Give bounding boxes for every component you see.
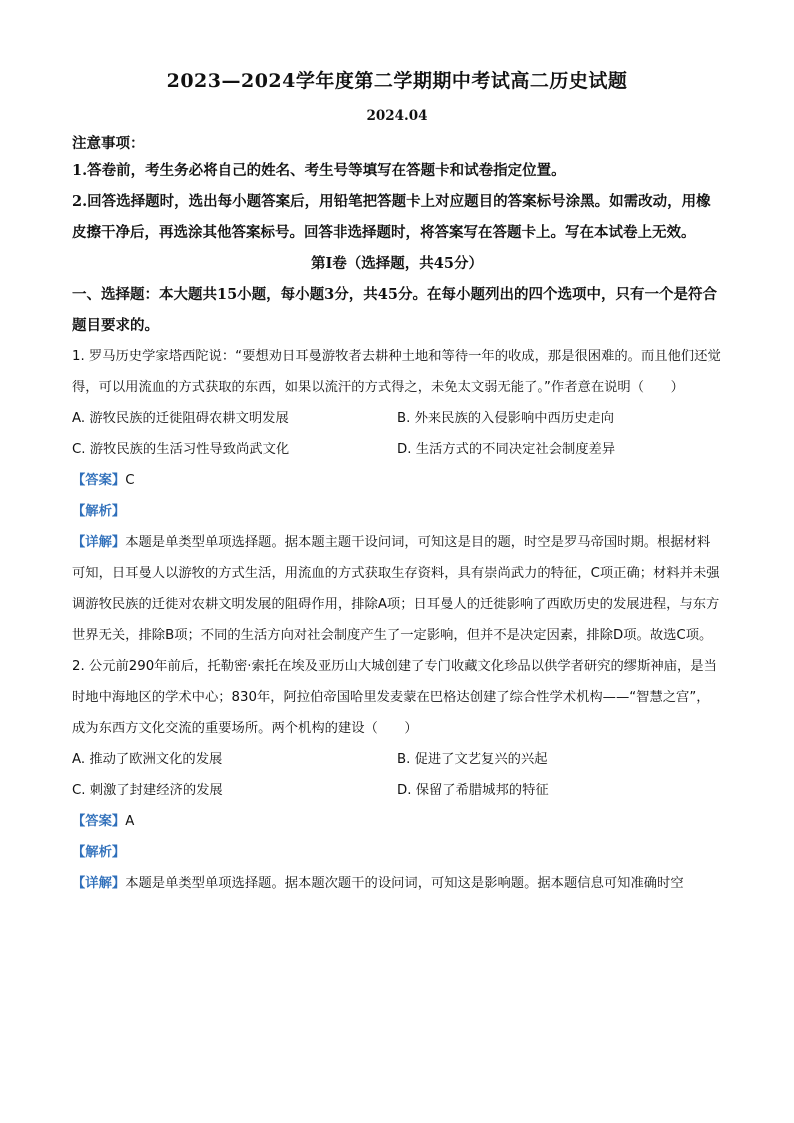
answer-line [72, 806, 722, 837]
option-d: D. 保留了希腊城邦的特征 [397, 783, 549, 798]
analysis-label: 【解析】 [72, 504, 126, 519]
option-grid [72, 403, 722, 465]
option-a: A. 游牧民族的迁徙阻碍农耕文明发展 [72, 411, 289, 426]
notice-item-2: 2.回答选择题时，选出每小题答案后，用铅笔把答题卡上对应题目的答案标号涂黑。如需改动，用橡皮擦干净后，再选涂其他答案标号。回答非选择题时，将答案写在答题卡上。写在本试卷上无效。 [72, 193, 711, 241]
option-a: A. 推动了欧洲文化的发展 [72, 752, 223, 767]
detail-label: 【详解】 [72, 876, 126, 891]
detail-text: 本题是单类型单项选择题。据本题主题干设问词，可知这是目的题，时空是罗马帝国时期。根据材料可知，日耳曼人以游牧的方式生活，用流血的方式获取生存资料，具有崇尚武力的特征，C项正确；材料并未强调游牧民族的迁徙对农耕文明发展的阻碍作用，排除A项；日耳曼人的迁徙影响了西欧历史的发展进程，与东方世界无关，排除B项；不同的生活方向对社会制度产生了一定影响，但并不是决定因素，排除D项。故选C项。 [72, 535, 720, 643]
option-c: C. 刺激了封建经济的发展 [72, 783, 223, 798]
option-grid [72, 744, 722, 806]
analysis-line [72, 496, 722, 527]
detail-paragraph [72, 527, 722, 651]
analysis-label: 【解析】 [72, 845, 126, 860]
answer-label: 【答案】 [72, 473, 126, 488]
notice-heading: 注意事项： [72, 135, 145, 152]
detail-paragraph [72, 868, 722, 899]
option-d: D. 生活方式的不同决定社会制度差异 [397, 442, 616, 457]
notice-item-1: 1.答卷前，考生务必将自己的姓名、考生号等填写在答题卡和试卷指定位置。 [72, 162, 566, 179]
analysis-line [72, 837, 722, 868]
answer-value: C [125, 473, 135, 488]
document-page [72, 66, 722, 899]
option-b: B. 外来民族的入侵影响中西历史走向 [397, 411, 615, 426]
question-1 [72, 341, 722, 651]
question-stem: 1. 罗马历史学家塔西陀说：“要想劝日耳曼游牧者去耕种土地和等待一年的收成，那是很困难的。而且他们还觉得，可以用流血的方式获取的东西，如果以流汗的方式得之，未免太文弱无能了。”作者意在说明（ ） [72, 349, 721, 395]
detail-label: 【详解】 [72, 535, 126, 550]
document-date: 2024.04 [366, 108, 428, 124]
detail-text: 本题是单类型单项选择题。据本题次题干的设问词，可知这是影响题。据本题信息可知准确时空 [125, 876, 684, 891]
answer-value: A [125, 814, 135, 829]
question-stem: 2. 公元前290年前后，托勒密·索托在埃及亚历山大城创建了专门收藏文化珍品以供学者研究的缪斯神庙，是当时地中海地区的学术中心；830年，阿拉伯帝国哈里发麦蒙在巴格达创建了综合性学术机构——“智慧之宫”，成为东西方文化交流的重要场所。两个机构的建设（ ） [72, 659, 717, 736]
part-heading: 一、选择题：本大题共15小题，每小题3分，共45分。在每小题列出的四个选项中，只有一个是符合题目要求的。 [72, 286, 717, 334]
answer-line [72, 465, 722, 496]
option-b: B. 促进了文艺复兴的兴起 [397, 752, 548, 767]
option-c: C. 游牧民族的生活习性导致尚武文化 [72, 442, 290, 457]
question-2 [72, 651, 722, 899]
answer-label: 【答案】 [72, 814, 126, 829]
document-title: 2023—2024学年度第二学期期中考试高二历史试题 [166, 70, 628, 92]
section-title: 第Ⅰ卷（选择题，共45分） [311, 255, 483, 272]
